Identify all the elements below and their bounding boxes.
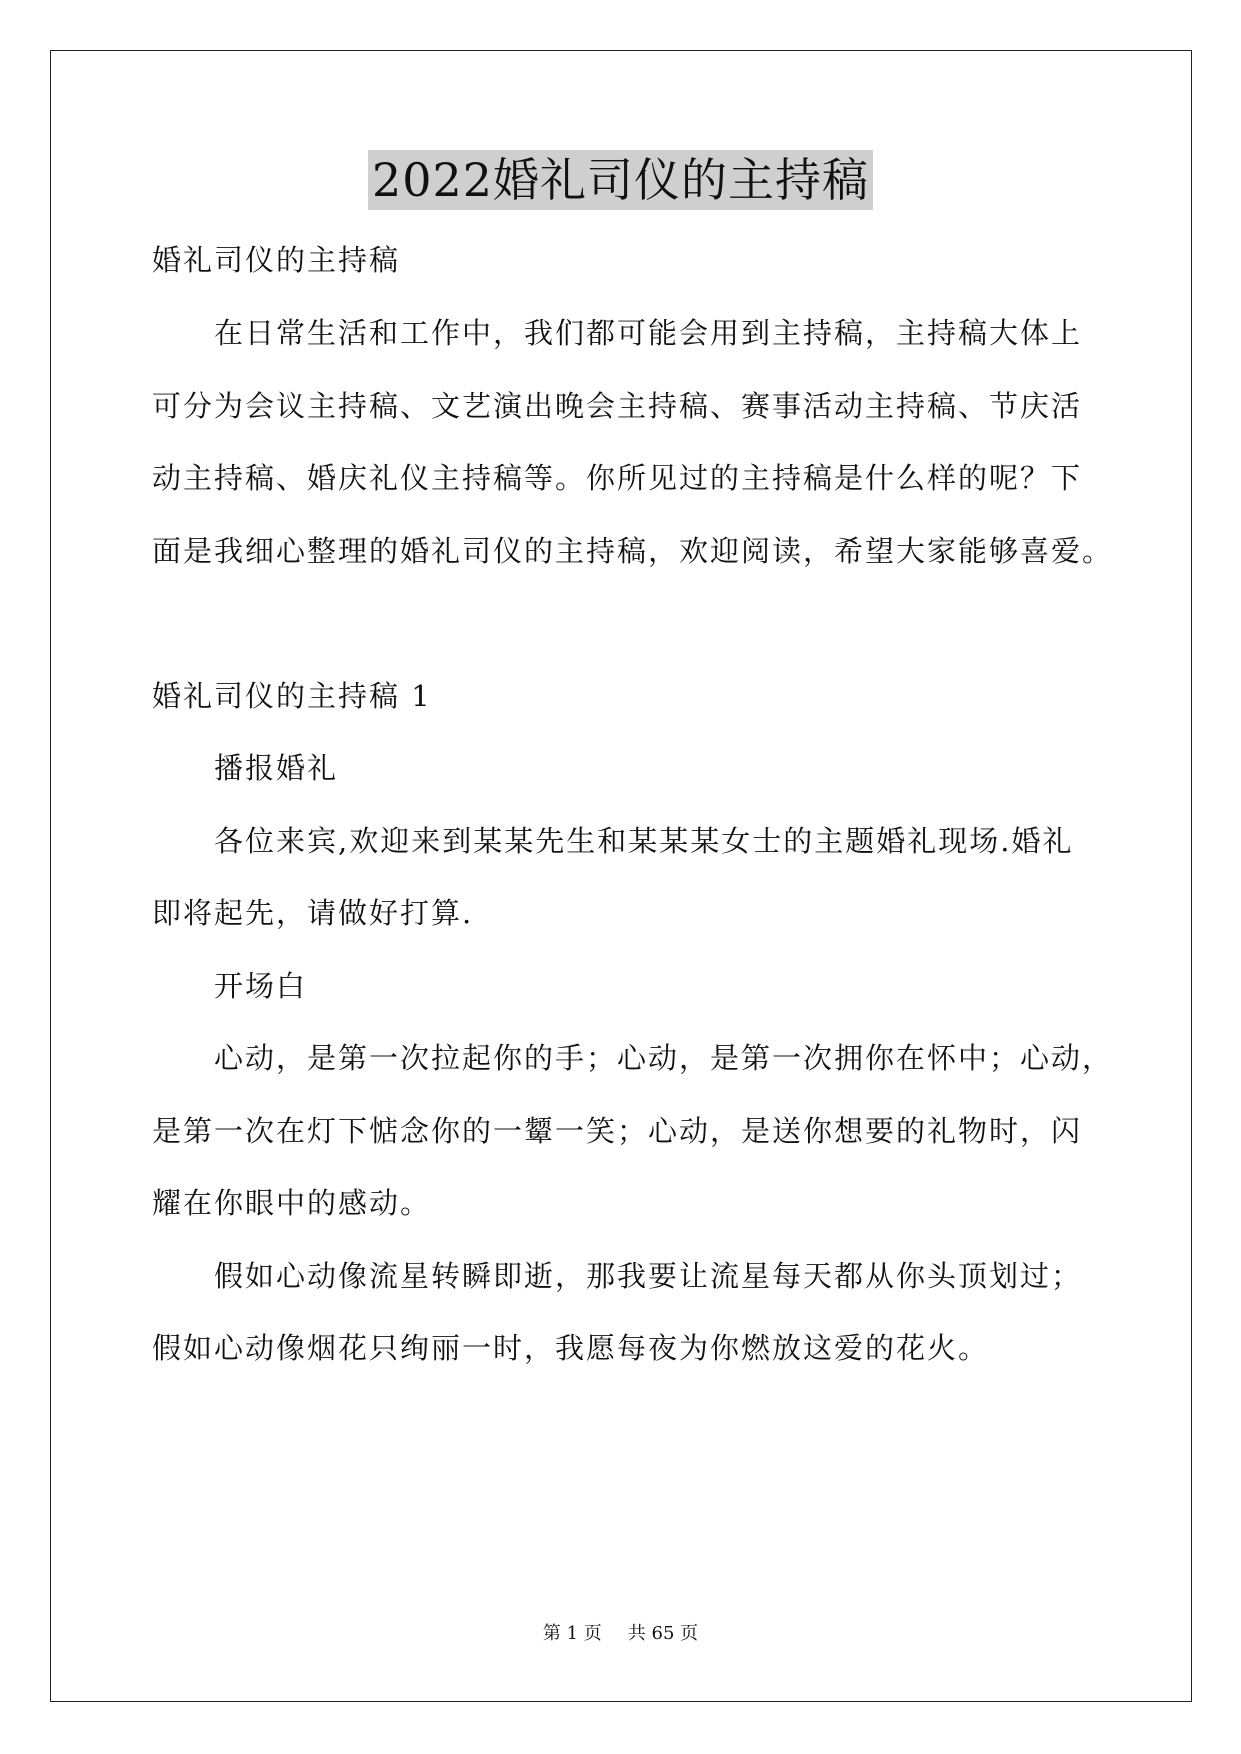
announce-line-2: 即将起先，请做好打算. bbox=[152, 896, 474, 930]
announce-line-1: 各位来宾,欢迎来到某某先生和某某某女士的主题婚礼现场.婚礼 bbox=[214, 824, 1074, 858]
document-title: 2022婚礼司仪的主持稿 bbox=[368, 150, 873, 210]
page-number: 第 1 页 bbox=[542, 1623, 602, 1644]
intro-line-3: 动主持稿、婚庆礼仪主持稿等。你所见过的主持稿是什么样的呢？下 bbox=[152, 461, 1083, 495]
closing-line-1: 假如心动像流星转瞬即逝，那我要让流星每天都从你头顶划过； bbox=[214, 1259, 1083, 1293]
opening-heading: 开场白 bbox=[214, 969, 308, 1003]
section-heading: 婚礼司仪的主持稿 1 bbox=[152, 679, 432, 713]
opening-line-3: 耀在你眼中的感动。 bbox=[152, 1186, 432, 1220]
opening-line-2: 是第一次在灯下惦念你的一颦一笑；心动，是送你想要的礼物时，闪 bbox=[152, 1114, 1083, 1148]
page-total: 共 65 页 bbox=[627, 1623, 699, 1644]
intro-line-2: 可分为会议主持稿、文艺演出晚会主持稿、赛事活动主持稿、节庆活 bbox=[152, 389, 1083, 423]
page-border bbox=[50, 50, 1192, 1702]
closing-line-2: 假如心动像烟花只绚丽一时，我愿每夜为你燃放这爱的花火。 bbox=[152, 1331, 990, 1365]
title-container bbox=[0, 150, 1241, 210]
announce-heading: 播报婚礼 bbox=[214, 751, 339, 785]
intro-line-4: 面是我细心整理的婚礼司仪的主持稿，欢迎阅读，希望大家能够喜爱。 bbox=[152, 534, 1114, 568]
opening-line-1: 心动，是第一次拉起你的手；心动，是第一次拥你在怀中；心动， bbox=[214, 1041, 1114, 1075]
page-footer bbox=[0, 1622, 1241, 1646]
intro-line-1: 在日常生活和工作中，我们都可能会用到主持稿，主持稿大体上 bbox=[214, 316, 1083, 350]
document-subtitle: 婚礼司仪的主持稿 bbox=[152, 243, 401, 277]
